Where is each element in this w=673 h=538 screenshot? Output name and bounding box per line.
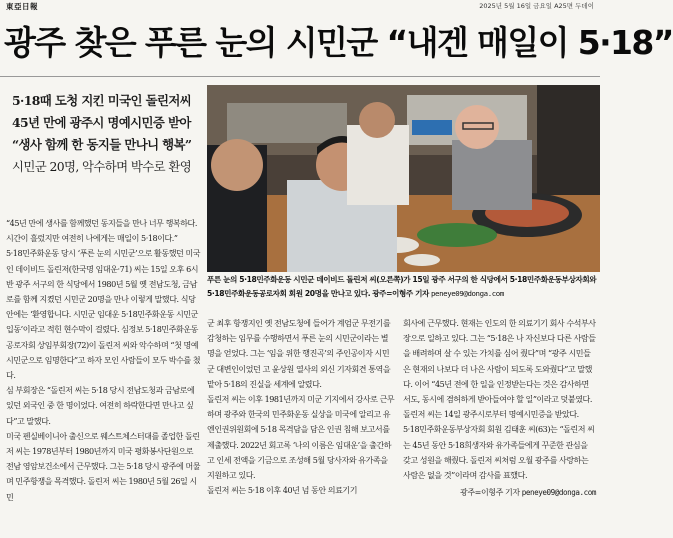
article-column-3 [403,316,596,500]
paragraph: 돌린저 씨는 이후 1981년까지 미군 기지에서 강사로 근무하며 광주와 한국의 민주화운동 실상을 미국에 알리고 유엔인권위원회에 5·18 목격담을 담은 인권 침해 보고서를 제출했다. 2022년 회고록 ‘나의 이름은 임대운’을 출간하고 인세 전액을 기금으로 조성해 5월 당사자와 유가족을 지원하고 있다. [207,395,395,481]
byline-email: peneye09@donga.com [521,488,596,498]
masthead [0,0,600,12]
caption-credit: 광주=이형주 기자 [372,289,429,298]
paragraph: 미국 펜실베이니아 출신으로 웨스트체스터대를 졸업한 돌린저 씨는 1978년부터 1980년까지 미국 평화봉사단원으로 전남 영암보건소에서 근무했다. 그는 5·18 당시 광주에 머물며 민주항쟁을 목격했다. 돌린저 씨는 1980년 5월 26일 시민 [6,431,201,502]
page-dateline: 2025년 5월 16일 금요일 A25면 두데이 [479,2,594,10]
subhead-1: 5·18때 도청 지킨 미국인 돌린저씨 [12,93,192,108]
paragraph: 군 최후 항쟁지인 옛 전남도청에 들어가 계엄군 무전기를 감청하는 임무를 수행하면서 푸른 눈의 시민군이라는 별명을 얻었다. 그는 ‘임을 위한 행진곡’의 주인공이자 시민군 대변인이었던 고 윤상원 열사의 외신 기자회견 통역을 맡아 5·18의 진실을 세계에 알렸다. [207,319,391,389]
paragraph: “45년 만에 생사를 함께했던 동지들을 만나 너무 행복하다. 시간이 흘렀지만 여전히 나에게는 매일이 5·18이다.” [6,219,197,244]
subhead-2: 45년 만에 광주시 명예시민증 받아 [12,115,191,130]
kitchen-shelf [227,103,347,143]
person-left-head [211,139,263,191]
article-byline [403,485,596,500]
caption-text: 푸른 눈의 5·18민주화운동 시민군 데이비드 돌린저 씨(오른쪽)가 15일 광주 서구의 한 식당에서 5·18민주화운동부상자회와 5·18민주화운동공로자회 회원 20명을 만나고 있다. [207,275,597,298]
photo-caption [207,273,597,301]
paragraph: 심 부회장은 “돌린저 씨는 5·18 당시 전남도청과 금남로에 있던 외국인 중 한 명이었다. 여전히 하락한다면 만나고 싶다”고 말했다. [6,386,195,426]
photo-illustration [207,85,600,272]
paragraph: 돌린저 씨는 14일 광주시로부터 명예시민증을 받았다. 5·18민주화운동부상자회 회원 김태훈 씨(63)는 “돌린저 씨는 45년 동안 5·18희생자와 유가족들에게 꾸준한 관심을 갖고 성원을 해줬다. 돌린저 씨처럼 오월 광주를 사랑하는 사람은 없을 것”이라며 감사를 표했다. [403,410,595,481]
headline-divider [0,76,600,77]
paragraph: 회사에 근무했다. 현재는 인도의 한 의료기기 회사 수석부사장으로 일하고 있다. 그는 “5·18은 나 자신보다 다른 사람들을 배려하며 살 수 있는 가치를 심어 줬다”며 “광주 시민들은 현재의 나보다 더 나은 사람이 되도록 도와줬다”고 말했다. 이어 “45년 전에 한 일을 인정받는다는 것은 감사하면서도, 동시에 겸허하게 받아들여야 할 일”이라고 덧붙였다. [403,319,596,405]
person-back-head [359,102,395,138]
article-column-1 [6,216,202,505]
newspaper-logo: 東亞日報 [6,2,38,11]
article-column-2 [207,316,395,498]
side-dish-plate [404,254,440,266]
right-person-background [537,85,600,205]
subhead-3: “생사 함께 한 동지들 만나니 행복” [12,137,192,152]
paragraph: 5·18민주화운동 당시 ‘푸른 눈의 시민군’으로 활동했던 미국인 데이비드 돌린저(한국명 임대운·71) 씨는 15일 오후 6시 반 광주 서구의 한 식당에서 1980년 5월 옛 전남도청, 금남로를 함께 지켰던 시민군 20명을 만나 이렇게 말했다. 식당 안에는 ‘환영합니다. 시민군 임대운 5·18민주화운동 시민군 입동’이라고 적힌 현수막이 걸렸다. 심정보 5·18민주화운동공로자회 상임부회장(72)이 돌린저 씨와 악수하며 “첫 명예 시민군으로 임명한다”고 하자 모인 사람들이 모두 박수를 쳤다. [6,249,201,381]
paragraph: 돌린저 씨는 5·18 이후 40년 넘 동안 의료기기 [207,486,358,496]
lettuce-dish [417,223,497,247]
subhead-4: 시민군 20명, 악수하며 박수로 환영 [12,159,192,174]
news-photo [207,85,600,272]
caption-email: peneye09@donga.com [431,289,504,298]
headline: 광주 찾은 푸른 눈의 시민군 “내겐 매일이 5·18” [4,23,673,62]
subheadlines [12,90,204,178]
byline-name: 광주=이형주 기자 [460,488,520,498]
blue-tray [412,120,452,135]
foreign-man-shirt [452,140,532,210]
